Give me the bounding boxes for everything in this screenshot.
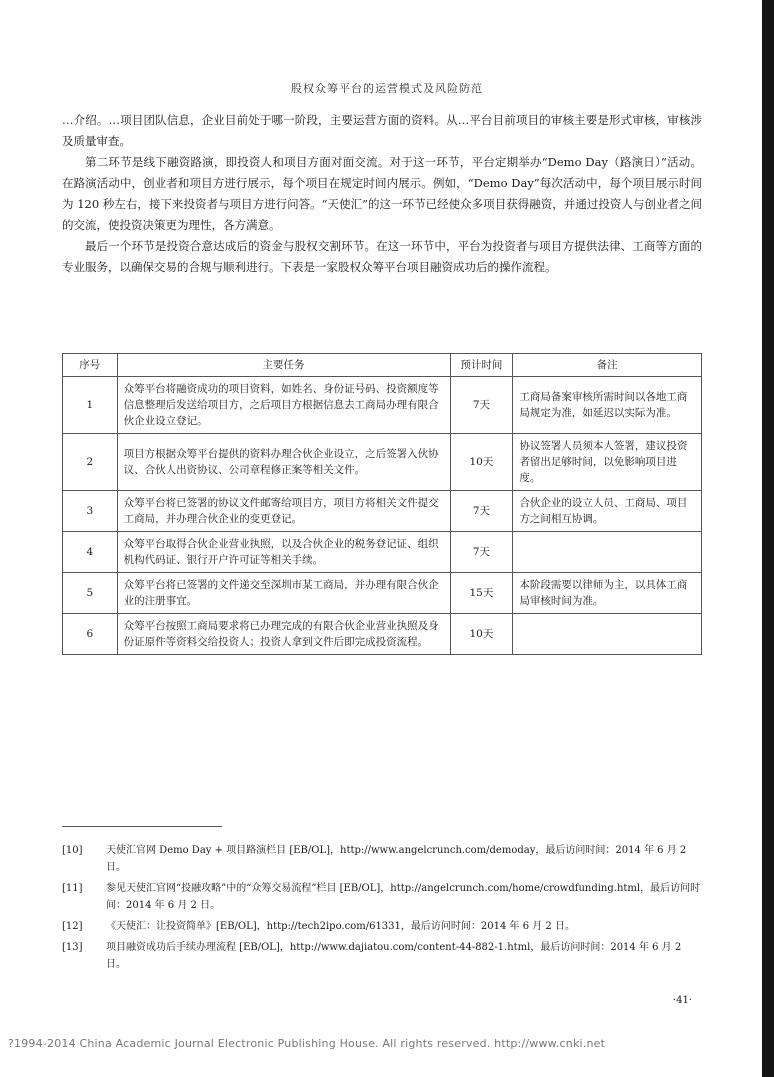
footnote [62,880,702,914]
header-note: 备注 [513,354,702,377]
header-time: 预计时间 [450,354,513,377]
footnote-text: 参见天使汇官网“投融攻略”中的“众筹交易流程”栏目 [EB/OL]，http://angelcrunch.com/home/crowdfunding.html，最后访问时间：2014 年 6 月 2 日。 [106,883,701,911]
row-task: 众筹平台按照工商局要求将已办理完成的有限合伙企业营业执照及身份证原件等资料交给投资人；投资人拿到文件后即完成投资流程。 [117,614,450,655]
paragraph-2: 第二环节是线下融资路演，即投资人和项目方面对面交流。对于这一环节，平台定期举办“Demo Day（路演日）”活动。在路演活动中，创业者和项目方进行展示，每个项目在规定时间内展示。例如，“Demo Day”每次活动中，每个项目展示时间为 120 秒左右，接下来投资者与项目方进行问答。“天使汇”的这一环节已经使众多项目获得融资，并通过投资人与创业者之间的交流，使投资决策更为理性，各方满意。 [62,155,702,232]
paragraph-1: …介绍。…项目团队信息，企业目前处于哪一阶段，主要运营方面的资料。从…平台目前项目的审核主要是形式审核，审核涉及质量审查。 [62,113,702,148]
paragraph-3: 最后一个环节是投资合意达成后的资金与股权交割环节。在这一环节中，平台为投资者与项目方提供法律、工商等方面的专业服务，以确保交易的合规与顺利进行。下表是一家股权众筹平台项目融资成功后的操作流程。 [62,239,702,274]
row-num: 5 [63,573,118,614]
footnote-mark: [10] [62,845,83,856]
row-note: 合伙企业的设立人员、工商局、项目方之间相互协调。 [513,491,702,532]
row-time: 15天 [450,573,513,614]
table-row [63,434,702,491]
row-task: 众筹平台取得合伙企业营业执照，以及合伙企业的税务登记证、组织机构代码证、银行开户许可证等相关手续。 [117,532,450,573]
row-time: 10天 [450,434,513,491]
running-head: 股权众筹平台的运营模式及风险防范 [291,82,483,95]
row-note [513,614,702,655]
row-num: 2 [63,434,118,491]
page-number: ·41· [672,995,692,1006]
process-table [62,353,702,655]
footnote-mark: [11] [62,883,83,894]
footnotes [62,842,702,977]
footnote-text: 项目融资成功后手续办理流程 [EB/OL]，http://www.dajiatou.com/content-44-882-1.html，最后访问时间：2014 年 6 月 2 日。 [106,942,682,970]
row-time: 7天 [450,377,513,434]
row-note: 协议签署人员须本人签署，建议投资者留出足够时间，以免影响项目进度。 [513,434,702,491]
body-text [62,110,702,278]
table-header-row [63,354,702,377]
table-row [63,532,702,573]
copyright-footer: ?1994-2014 China Academic Journal Electronic Publishing House. All rights reserved. http://www.cnki.net [8,1037,606,1050]
footnote-mark: [13] [62,942,83,953]
row-task: 众筹平台将已签署的协议文件邮寄给项目方，项目方将相关文件提交工商局，并办理合伙企业的变更登记。 [117,491,450,532]
row-num: 3 [63,491,118,532]
footnote [62,939,702,973]
row-note: 工商局备案审核所需时间以各地工商局规定为准，如延迟以实际为准。 [513,377,702,434]
row-num: 6 [63,614,118,655]
row-num: 4 [63,532,118,573]
footnote-text: 《天使汇：让投资简单》[EB/OL]，http://tech2ipo.com/61331，最后访问时间：2014 年 6 月 2 日。 [106,921,575,932]
row-time: 7天 [450,491,513,532]
row-note: 本阶段需要以律师为主，以具体工商局审核时间为准。 [513,573,702,614]
footnote-text: 天使汇官网 Demo Day + 项目路演栏目 [EB/OL]，http://www.angelcrunch.com/demoday，最后访问时间：2014 年 6 月 2 日。 [106,845,687,873]
footnote [62,918,702,935]
footnote-mark: [12] [62,921,83,932]
table-row [63,377,702,434]
row-task: 项目方根据众筹平台提供的资料办理合伙企业设立，之后签署入伙协议、合伙人出资协议、公司章程修正案等相关文件。 [117,434,450,491]
row-time: 10天 [450,614,513,655]
footnote-divider [62,826,222,827]
table-row [63,614,702,655]
row-note [513,532,702,573]
header-num: 序号 [63,354,118,377]
row-time: 7天 [450,532,513,573]
footnote [62,842,702,876]
scan-edge [762,0,774,1077]
table-row [63,491,702,532]
row-task: 众筹平台将已签署的文件递交至深圳市某工商局，并办理有限合伙企业的注册事宜。 [117,573,450,614]
header-task: 主要任务 [117,354,450,377]
row-num: 1 [63,377,118,434]
table-row [63,573,702,614]
row-task: 众筹平台将融资成功的项目资料，如姓名、身份证号码、投资额度等信息整理后发送给项目方，之后项目方根据信息去工商局办理有限合伙企业设立登记。 [117,377,450,434]
